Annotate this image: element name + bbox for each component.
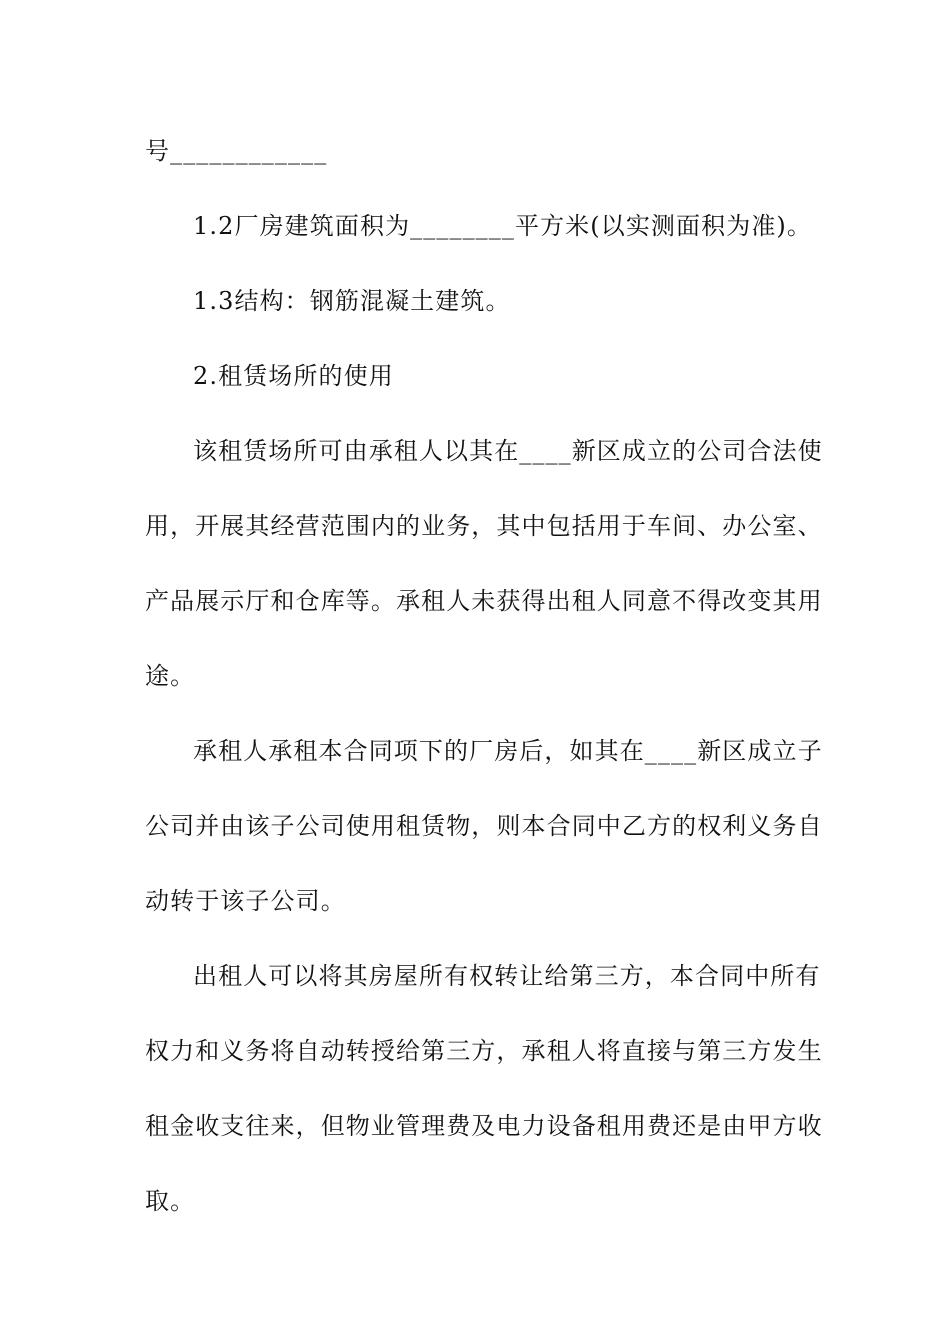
paragraph-1-line-1: 该租赁场所可由承租人以其在____新区成立的公司合法使 xyxy=(193,437,823,465)
paragraph-3-line-1: 出租人可以将其房屋所有权转让给第三方，本合同中所有 xyxy=(193,962,821,990)
paragraph-2-line-3: 动转于该子公司。 xyxy=(145,887,346,915)
paragraph-1-line-2: 用，开展其经营范围内的业务，其中包括用于车间、办公室、 xyxy=(145,512,823,540)
text-line-clause-1-2: 1.2厂房建筑面积为________平方米(以实测面积为准)。 xyxy=(193,212,812,240)
paragraph-1-line-3: 产品展示厅和仓库等。承租人未获得出租人同意不得改变其用 xyxy=(145,587,823,615)
text-line-room-number: 号____________ xyxy=(145,137,328,165)
paragraph-2-line-2: 公司并由该子公司使用租赁物，则本合同中乙方的权利义务自 xyxy=(145,812,823,840)
paragraph-1-line-4: 途。 xyxy=(145,662,196,690)
paragraph-3-line-3: 租金收支往来，但物业管理费及电力设备租用费还是由甲方收 xyxy=(145,1112,823,1140)
paragraph-3-line-2: 权力和义务将自动转授给第三方，承租人将直接与第三方发生 xyxy=(145,1037,823,1065)
paragraph-2-line-1: 承租人承租本合同项下的厂房后，如其在____新区成立子 xyxy=(193,737,823,765)
paragraph-3-line-4: 取。 xyxy=(145,1187,196,1215)
section-heading-usage: 2.租赁场所的使用 xyxy=(193,362,394,390)
text-line-clause-1-3: 1.3结构：钢筋混凝土建筑。 xyxy=(193,287,511,315)
